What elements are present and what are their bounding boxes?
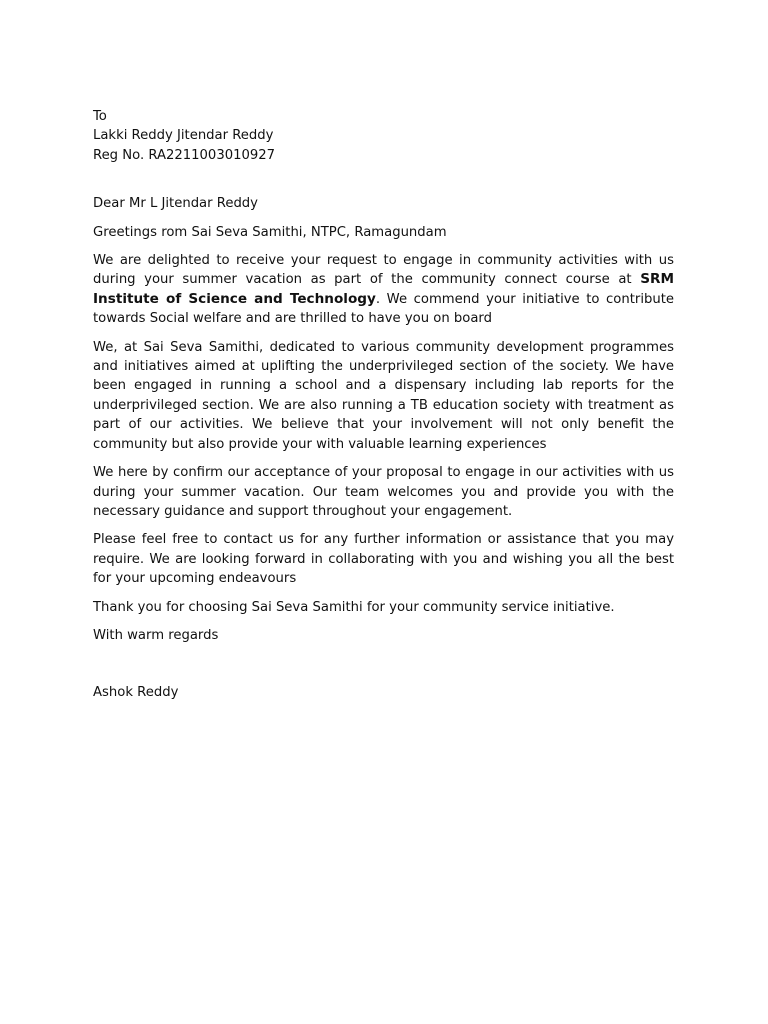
paragraph-acceptance: We here by confirm our acceptance of your proposal to engage in our activities with us during your summer vacation. Our team welcomes you and provide you with the necessary guidance and support throughout your engagement.: [93, 465, 674, 519]
to-label: To: [93, 109, 107, 124]
recipient-reg-no: Reg No. RA2211003010927: [93, 147, 276, 163]
paragraph-request-part1: We are delighted to receive your request to engage in community activities with us during your summer vacation as part of the community connect course at: [93, 253, 674, 288]
paragraph-about-organisation: We, at Sai Seva Samithi, dedicated to various community development programmes and initiatives aimed at uplifting the underprivileged section of the society. We have been engaged in running a school and a dispensary including lab reports for the underprivileged section. We are also running a TB education society with treatment as part of our activities. We believe that your involvement will not only benefit the community but also provide your with valuable learning experiences: [93, 339, 674, 452]
recipient-name: Lakki Reddy Jitendar Reddy: [93, 128, 274, 144]
salutation: Dear Mr L Jitendar Reddy: [93, 196, 258, 212]
institution-name: SRM Institute of Science and Technology: [93, 271, 674, 307]
letter-body: [93, 107, 674, 703]
paragraph-contact: Please feel free to contact us for any further information or assistance that you may require. We are looking forward in collaborating with you and wishing you all the best for your upcoming endeavours: [93, 532, 674, 587]
closing-line: With warm regards: [93, 627, 219, 643]
greeting-line: Greetings rom Sai Seva Samithi, NTPC, Ramagundam: [93, 224, 447, 240]
paragraph-request: [93, 251, 674, 329]
signature-name: Ashok Reddy: [93, 685, 179, 701]
thanks-line: Thank you for choosing Sai Seva Samithi for your community service initiative.: [93, 599, 615, 615]
paragraph-request-part2: . We commend your initiative to contribute towards Social welfare and are thrilled to have you on board: [93, 291, 674, 327]
